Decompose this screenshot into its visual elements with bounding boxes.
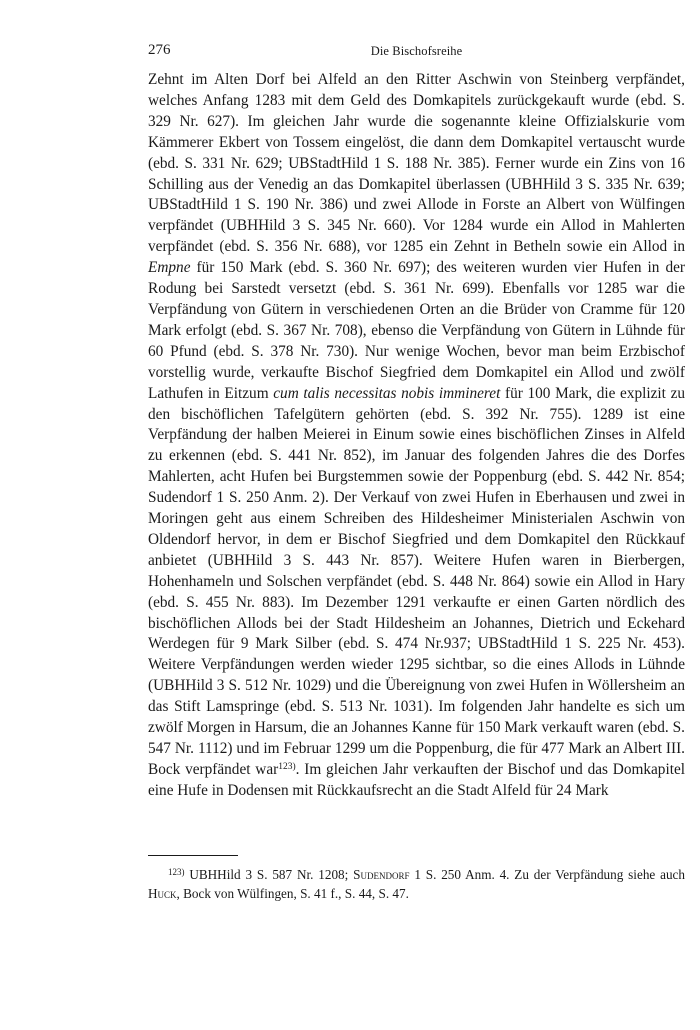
footnote-text: , Bock von Wülfingen, S. 41 f., S. 44, S. 47.: [176, 885, 409, 901]
footnote-text: UBHHild 3 S. 587 Nr. 1208;: [184, 867, 354, 882]
footnote-text: 1 S. 250 Anm. 4. Zu der Verpfändung siehe auch: [409, 867, 685, 882]
footnote-123: [148, 866, 685, 903]
page-header: [148, 42, 685, 62]
main-text: [148, 70, 685, 802]
text-segment: Zehnt im Alten Dorf bei Alfeld an den Ritter Aschwin von Steinberg verpfändet, welches Anfang 1283 mit dem Geld des Domkapitels zurückgekauft wurde (ebd. S. 329 Nr. 627). Im gleichen Jahr wurde die sogenannte kleine Offizialskurie vom Kämmerer Ekbert von Tossem eingelöst, die dann dem Domkapitel vertauscht wurde (ebd. S. 331 Nr. 629; UBStadtHild 1 S. 188 Nr. 385). Ferner wurde ein Zins von 16 Schilling aus der Venedig an das Domkapitel überlassen (UBHHild 3 S. 335 Nr. 639; UBStadtHild 1 S. 190 Nr. 386) und zwei Allode in Forste an Albert von Wülfingen verpfändet (UBHHild 3 S. 345 Nr. 660). Vor 1284 wurde ein Allod in Mahlerten verpfändet (ebd. S. 356 Nr. 688), vor 1285 ein Zehnt in Betheln sowie ein Allod in: [148, 71, 685, 256]
text-segment: für 150 Mark (ebd. S. 360 Nr. 697); des weiteren wurden vier Hufen in der Rodung bei Sarstedt versetzt (ebd. S. 361 Nr. 699). Ebenfalls vor 1285 war die Verpfändung von Gütern in verschiedenen Orten an die Brüder von Cramme für 120 Mark erfolgt (ebd. S. 367 Nr. 708), ebenso die Verpfändung von Gütern in Lühnde für 60 Pfund (ebd. S. 378 Nr. 730). Nur wenige Wochen, bevor man beim Erzbischof vorstellig wurde, verkaufte Bischof Siegfried dem Domkapitel ein Allod und zwölf Lathufen in Eitzum: [148, 259, 685, 402]
author-sudendorf: Sudendorf: [353, 867, 410, 882]
text-segment: für 100 Mark, die explizit zu den bischöflichen Tafelgütern gehörten (ebd. S. 392 Nr. 755). 1289 ist eine Verpfändung der halben Meierei in Einum sowie eines bischöflichen Zinses in Alfeld zu erkennen (ebd. S. 441 Nr. 852), im Januar des folgenden Jahres die des Dorfes Mahlerten, acht Hufen bei Burgstemmen sowie der Poppenburg (ebd. S. 442 Nr. 854; Sudendorf 1 S. 250 Anm. 2). Der Verkauf von zwei Hufen in Eberhausen und zwei in Moringen geht aus einem Schreiben des Hildesheimer Ministerialen Aschwin von Oldendorf hervor, in dem er Bischof Siegfried und dem Domkapitel den Rückkauf anbietet (UBHHild 3 S. 443 Nr. 857). Weitere Hufen waren in Bierbergen, Hohenhameln und Solschen verpfändet (ebd. S. 448 Nr. 864) sowie ein Allod in Hary (ebd. S. 455 Nr. 883). Im Dezember 1291 verkaufte er einen Garten nördlich des bischöflichen Allods bei der Stadt Hildesheim an Johannes, Dietrich und Eckehard Werdegen für 9 Mark Silber (ebd. S. 474 Nr.937; UBStadtHild 1 S. 225 Nr. 453). Weitere Verpfändungen werden wieder 1295 sichtbar, so die eines Allods in Lühnde (UBHHild 3 S. 512 Nr. 1029) und die Übereignung von zwei Hufen in Wöllersheim an das Stift Lamspringe (ebd. S. 513 Nr. 1031). Im folgenden Jahr handelte es sich um zwölf Morgen in Harsum, die an Johannes Kanne für 150 Mark verkauft waren (ebd. S. 547 Nr. 1112) und im Februar 1299 um die Poppenburg, die für 477 Mark an Albert III. Bock verpfändet war: [148, 384, 686, 778]
page-number: 276: [148, 42, 171, 58]
footnote-reference-123[interactable]: 123): [278, 761, 296, 772]
main-paragraph: [148, 70, 685, 802]
running-title: Die Bischofsreihe: [370, 44, 463, 58]
author-huck: Huck: [148, 885, 177, 901]
place-name-empne: Empne: [148, 259, 191, 277]
footnote-mark: 123): [168, 867, 185, 877]
latin-quotation: cum talis necessitas nobis immineret: [273, 384, 501, 402]
footnote-separator: [148, 855, 238, 856]
text-segment: . Im gleichen Jahr verkauften der Bischof und das Domkapitel eine Hufe in Dodensen mit Rückkaufsrecht an die Stadt Alfeld für 24 Mark: [148, 760, 685, 799]
